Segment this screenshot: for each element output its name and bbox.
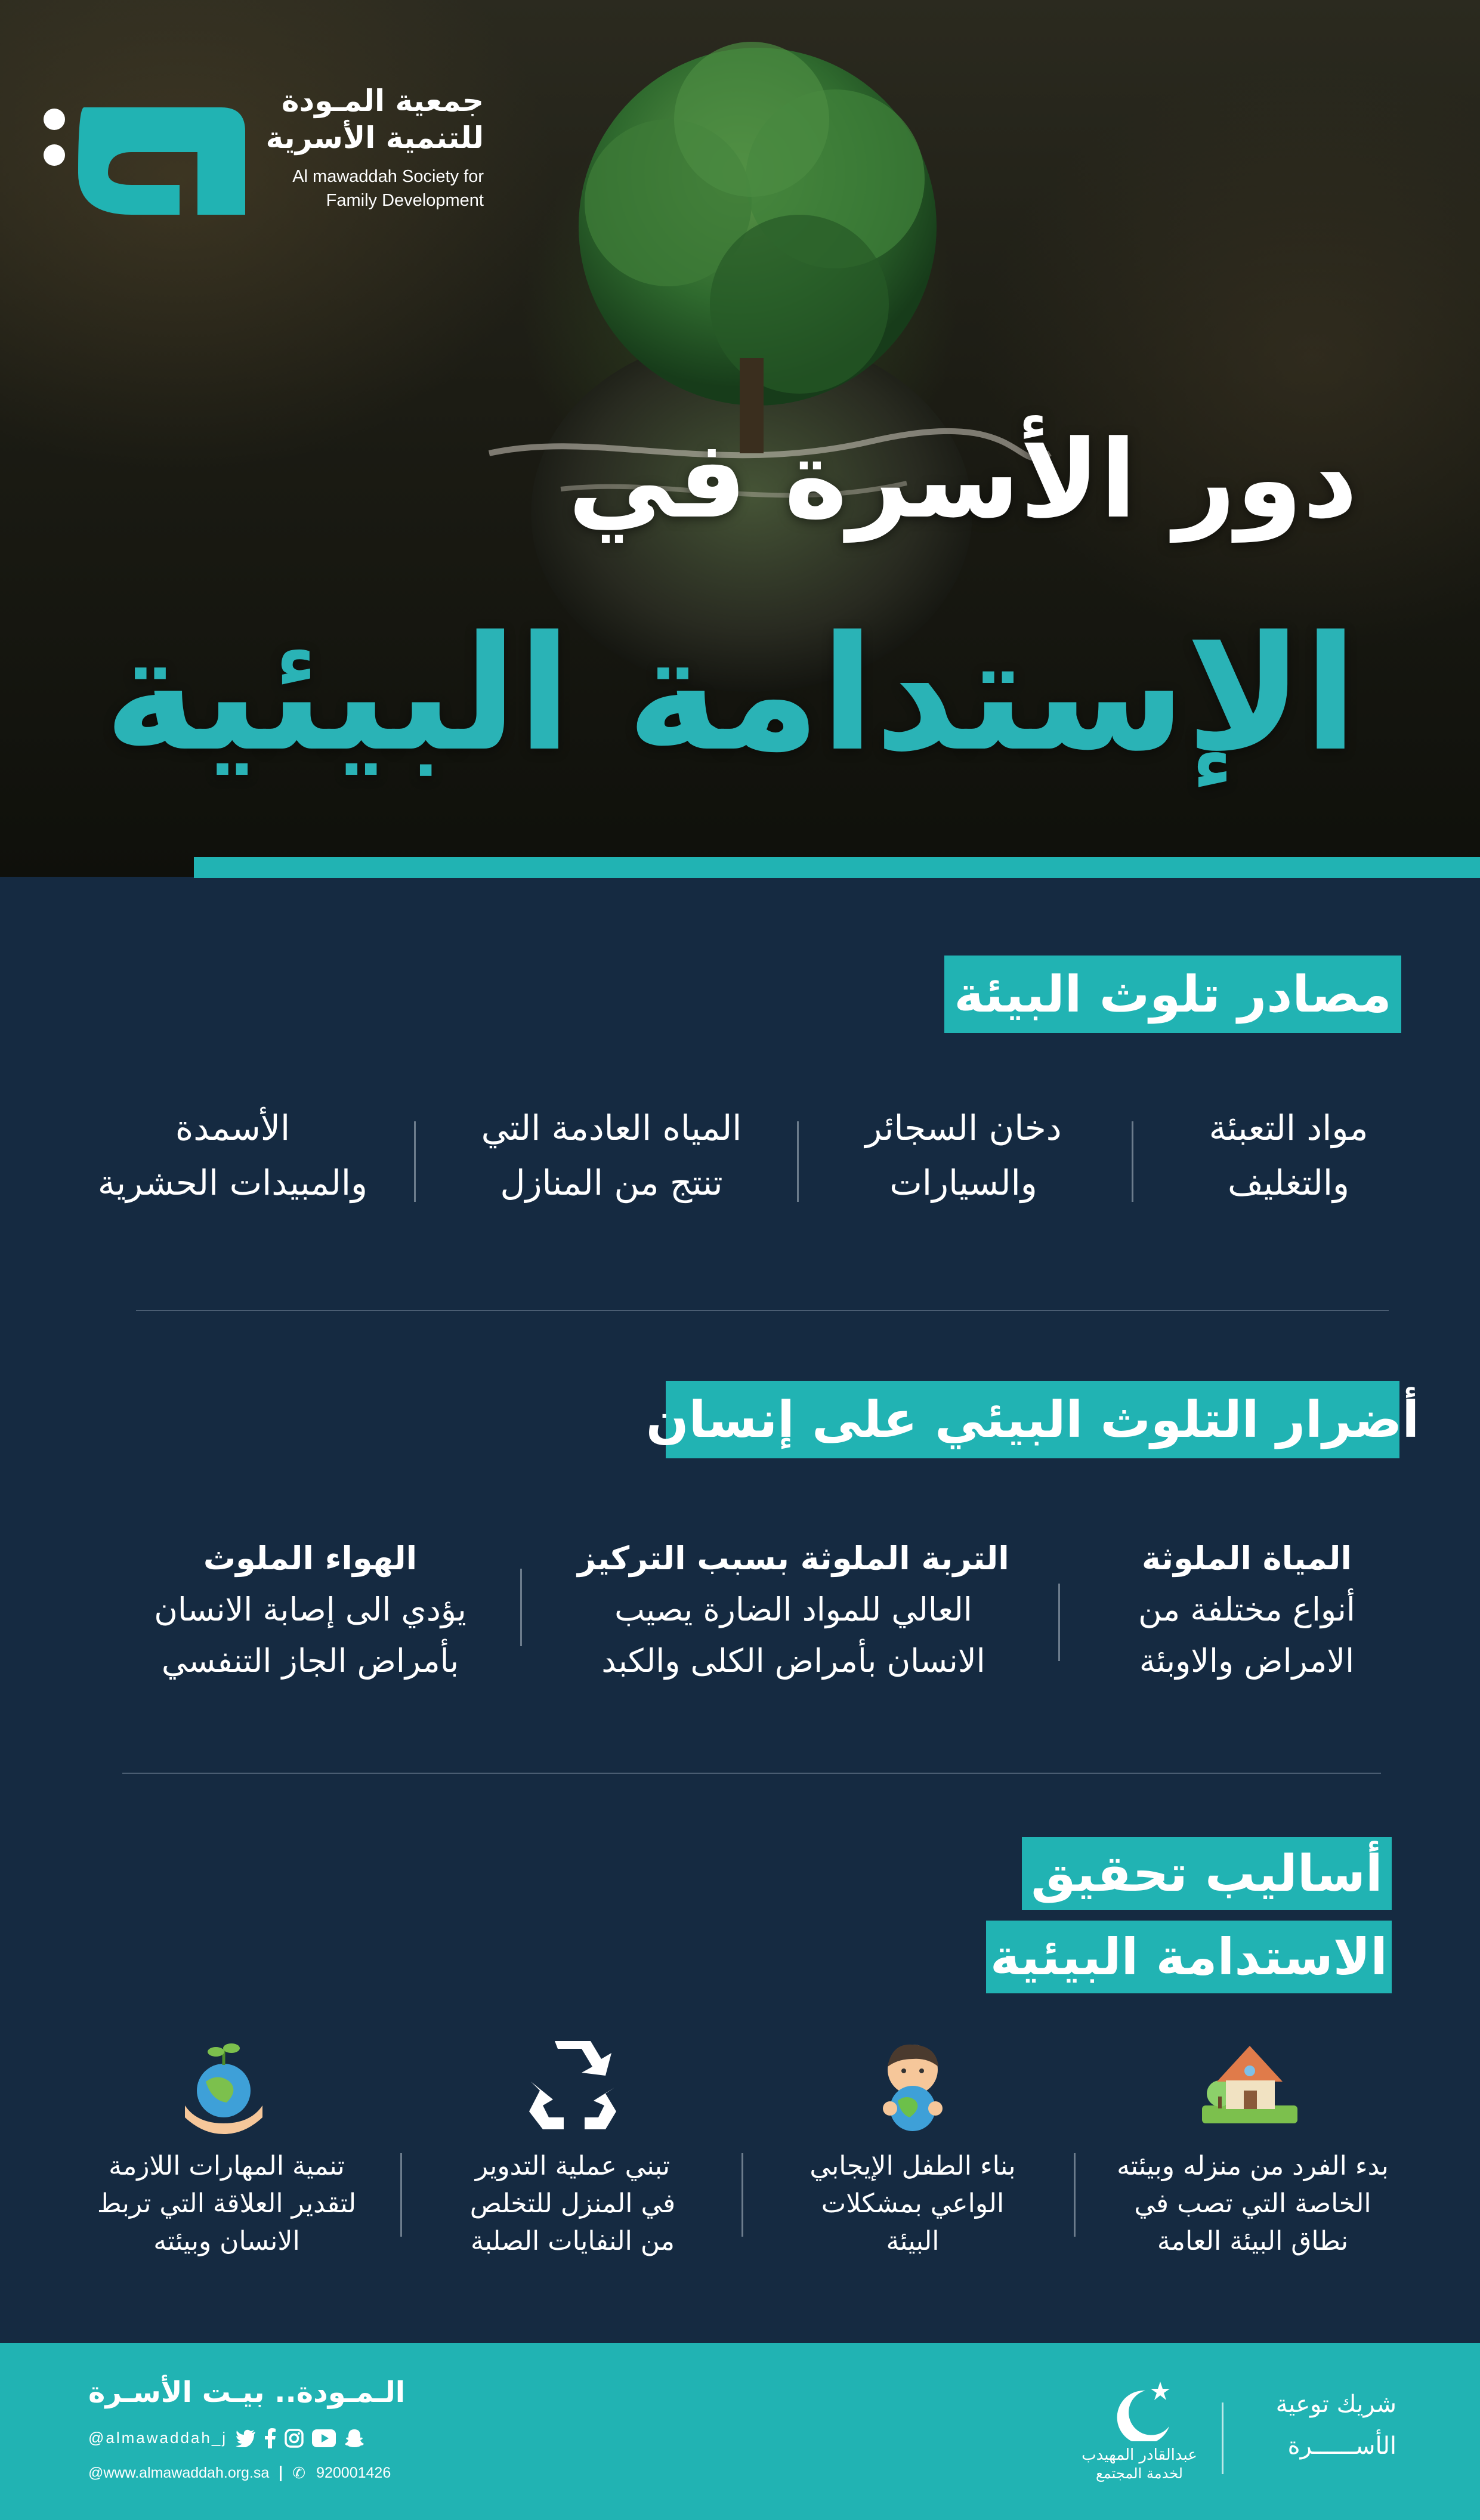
youtube-icon[interactable] [312, 2429, 336, 2447]
method-item-recycling [424, 2147, 722, 2260]
section-divider [122, 1773, 1381, 1774]
footer-slogan: الـمـودة.. بيـت الأسـرة [88, 2376, 406, 2409]
divider [1074, 2153, 1076, 2237]
logo-name-english-line1: Al mawaddah Society for [292, 167, 484, 186]
method-item-line1: تنمية المهارات اللازمة [109, 2151, 345, 2181]
divider [797, 1121, 799, 1202]
partner-logo-line2: لخدمة المجتمع [1096, 2465, 1183, 2482]
source-item-line2: والتغليف [1227, 1162, 1350, 1203]
harm-item-soil [567, 1533, 1020, 1687]
organization-logo [42, 84, 484, 221]
accent-strip [194, 857, 1480, 878]
harm-item-line1: أنواع مختلفة من [1138, 1591, 1355, 1628]
source-item-smoke [832, 1100, 1095, 1210]
harm-item-line1: العالي للمواد الضارة يصيب [614, 1591, 972, 1628]
divider [400, 2153, 402, 2237]
method-item-line3: من النفايات الصلبة [471, 2226, 675, 2256]
social-handle[interactable]: @almawaddah_j [88, 2429, 228, 2447]
method-item-line3: نطاق البيئة العامة [1157, 2226, 1349, 2256]
social-links [88, 2425, 364, 2451]
method-item-line1: تبني عملية التدوير [475, 2151, 671, 2181]
methods-title-line1-text: أساليب تحقيق [1031, 1844, 1383, 1903]
method-item-line3: البيئة [886, 2226, 940, 2256]
method-item-skills [66, 2147, 388, 2260]
footer-contact [88, 2464, 391, 2482]
sources-section-title [944, 956, 1401, 1033]
house-nature-icon [1199, 2034, 1300, 2135]
logo-name-arabic-line1: جمعية المـودة [282, 84, 484, 118]
method-item-line2: في المنزل للتخلص [469, 2188, 676, 2219]
divider [280, 2466, 282, 2481]
child-globe-icon [862, 2034, 963, 2135]
source-item-line2: تنتج من المنازل [500, 1162, 723, 1203]
harms-section-title [645, 1381, 1420, 1458]
phone-number[interactable]: 920001426 [316, 2465, 391, 2481]
website-link[interactable]: @www.almawaddah.org.sa [88, 2465, 270, 2481]
footer [0, 2343, 1480, 2520]
sources-title-text: مصادر تلوث البيئة [954, 965, 1392, 1024]
partner-label-line1: شريك توعية [1275, 2391, 1396, 2418]
method-item-individual [1092, 2147, 1414, 2260]
method-item-line2: الخاصة التي تصب في [1134, 2188, 1371, 2219]
method-item-line1: بناء الطفل الإيجابي [809, 2151, 1016, 2181]
harm-item-water [1098, 1533, 1396, 1687]
harm-item-line2: بأمراض الجاز التنفسي [161, 1642, 459, 1680]
phone-icon: ✆ [292, 2464, 306, 2482]
divider [520, 1569, 522, 1646]
partner-logo [1074, 2376, 1205, 2489]
source-item-packaging [1157, 1100, 1420, 1210]
methods-section-title-line2 [986, 1921, 1392, 1993]
crescent-logo-icon [1104, 2376, 1175, 2441]
divider [1132, 1121, 1133, 1202]
harm-item-air [125, 1533, 495, 1687]
methods-section-title-line1 [1022, 1837, 1392, 1910]
source-item-line2: والسيارات [889, 1162, 1037, 1203]
harm-item-heading: المياة الملوثة [1142, 1539, 1352, 1577]
hero-title-line1: دور الأسرة في [567, 418, 1358, 542]
source-item-pesticides [72, 1100, 394, 1210]
twitter-icon[interactable] [236, 2429, 256, 2447]
logo-name-arabic-line2: للتنمية الأسرية [265, 120, 484, 155]
hero-title-line2: الإستدامة البيئية [104, 602, 1358, 786]
harm-item-line2: الانسان بأمراض الكلى والكبد [601, 1642, 985, 1680]
logo-mark-icon [42, 95, 257, 215]
method-item-line3: الانسان وبيئته [153, 2226, 300, 2256]
hero-banner [0, 0, 1480, 877]
instagram-icon[interactable] [285, 2429, 304, 2448]
divider [1058, 1584, 1060, 1661]
harm-item-line1: يؤدي الى إصابة الانسان [154, 1591, 466, 1628]
methods-title-line2-text: الاستدامة البيئية [990, 1928, 1388, 1986]
method-item-line2: الواعي بمشكلات [821, 2188, 1005, 2219]
source-item-line1: المياه العادمة التي [481, 1108, 742, 1148]
source-item-line1: الأسمدة [175, 1108, 291, 1148]
partner-logo-line1: عبدالقادر المهيدب [1082, 2446, 1197, 2464]
method-item-line2: لتقدير العلاقة التي تربط [97, 2188, 357, 2219]
harm-item-heading: التربة الملوثة بسبب التركيز [577, 1539, 1009, 1577]
divider [741, 2153, 743, 2237]
plant-globe-hands-icon [173, 2034, 274, 2135]
snapchat-icon[interactable] [344, 2428, 364, 2448]
harms-title-text: أضرار التلوث البيئي على إنسان [645, 1390, 1420, 1449]
divider [1222, 2402, 1223, 2474]
source-item-wastewater [444, 1100, 778, 1210]
method-item-line1: بدء الفرد من منزله وبيئته [1117, 2151, 1389, 2181]
facebook-icon[interactable] [264, 2428, 276, 2448]
source-item-line1: دخان السجائر [865, 1108, 1062, 1148]
method-item-child [770, 2147, 1056, 2260]
section-divider [136, 1310, 1389, 1311]
logo-name-english-line2: Family Development [326, 191, 484, 210]
partner-label-line2: الأســــــرة [1287, 2432, 1396, 2460]
recycle-icon [522, 2034, 623, 2135]
harm-item-heading: الهواء الملوث [203, 1539, 418, 1577]
source-item-line1: مواد التعبئة [1209, 1108, 1368, 1148]
source-item-line2: والمبيدات الحشرية [97, 1162, 368, 1203]
divider [414, 1121, 416, 1202]
harm-item-line2: الامراض والاوبئة [1139, 1642, 1355, 1680]
